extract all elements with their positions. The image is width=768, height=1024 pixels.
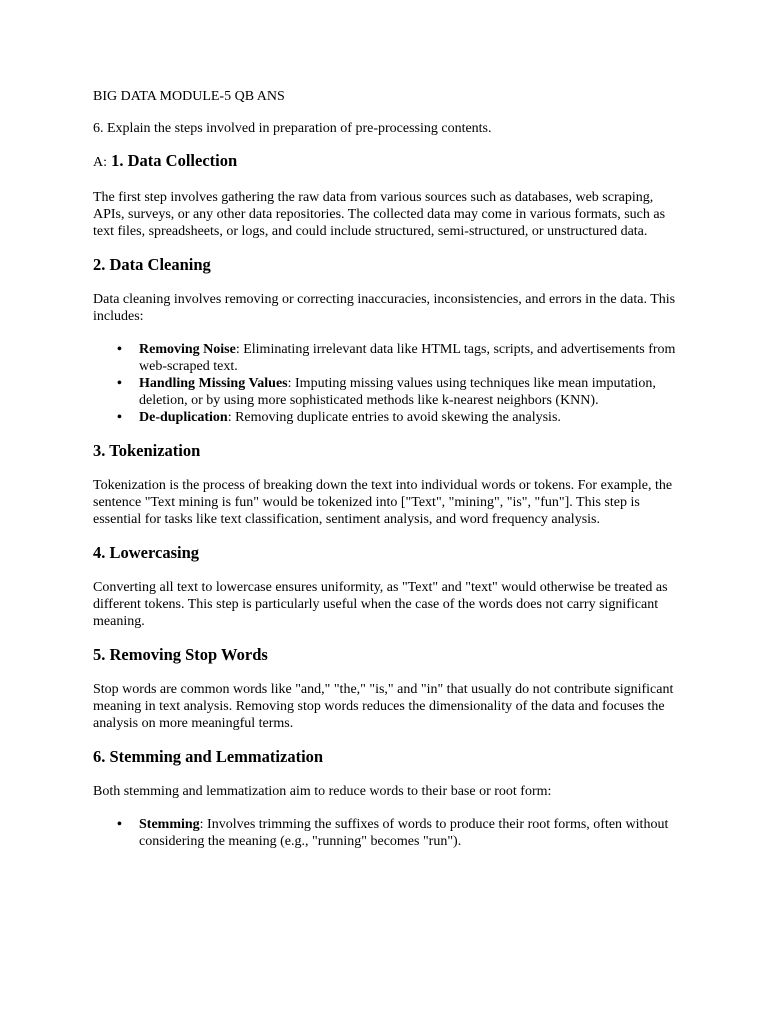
- question-text: 6. Explain the steps involved in preparation of pre-processing contents.: [93, 121, 492, 136]
- list-item-text: : Eliminating irrelevant data like HTML tags, scripts, and advertisements from web-scraped text.: [139, 342, 676, 374]
- list-item-term: Handling Missing Values: [139, 376, 288, 391]
- section-paragraph: Tokenization is the process of breaking down the text into individual words or tokens. For example, the sentence "Text mining is fun" would be tokenized into ["Text", "mining", "is", "fun"]. This step is essential for tasks like text classification, sentiment analysis, and word frequency analysis.: [93, 478, 673, 527]
- section-paragraph: Stop words are common words like "and," "the," "is," and "in" that usually do not contribute significant meaning in text analysis. Removing stop words reduces the dimensionality of the data and focuses the analysis on more meaningful terms.: [93, 682, 674, 731]
- list-item-term: De-duplication: [139, 410, 228, 425]
- document-body: [93, 88, 683, 865]
- list-item: [139, 341, 683, 375]
- section-heading-data-cleaning: 2. Data Cleaning: [93, 255, 211, 274]
- section-paragraph: Converting all text to lowercase ensures uniformity, as "Text" and "text" would otherwise be treated as different tokens. This step is particularly useful when the case of the words does not carry significant meaning.: [93, 580, 668, 629]
- list-item: [139, 375, 683, 409]
- section-paragraph: Data cleaning involves removing or correcting inaccuracies, inconsistencies, and errors in the data. This includes:: [93, 292, 676, 324]
- section-paragraph: Both stemming and lemmatization aim to reduce words to their base or root form:: [93, 784, 552, 799]
- section-heading-stemming: 6. Stemming and Lemmatization: [93, 747, 324, 766]
- list-item: [139, 816, 683, 850]
- list-item-text: : Involves trimming the suffixes of words to produce their root forms, often without considering the meaning (e.g., "running" becomes "run").: [139, 817, 669, 849]
- section-heading-stop-words: 5. Removing Stop Words: [93, 645, 268, 664]
- answer-label: A:: [93, 155, 107, 170]
- list-item-text: : Removing duplicate entries to avoid skewing the analysis.: [227, 410, 561, 425]
- bullet-list-stemming: [93, 816, 683, 850]
- list-item-term: Stemming: [139, 817, 200, 832]
- section-paragraph: The first step involves gathering the raw data from various sources such as databases, web scraping, APIs, surveys, or any other data repositories. The collected data may come in various formats, such as text files, spreadsheets, or logs, and could include structured, semi-structured, or unstructured data.: [93, 190, 666, 239]
- list-item-text: : Imputing missing values using techniques like mean imputation, deletion, or by using more sophisticated methods like k-nearest neighbors (KNN).: [139, 376, 656, 408]
- list-item: [139, 409, 683, 426]
- section-heading-lowercasing: 4. Lowercasing: [93, 543, 200, 562]
- section-heading-tokenization: 3. Tokenization: [93, 441, 201, 460]
- section-heading-data-collection: A: 1. Data Collection: [93, 151, 238, 170]
- document-title: BIG DATA MODULE-5 QB ANS: [93, 89, 285, 104]
- bullet-list-data-cleaning: [93, 341, 683, 426]
- list-item-term: Removing Noise: [139, 342, 236, 357]
